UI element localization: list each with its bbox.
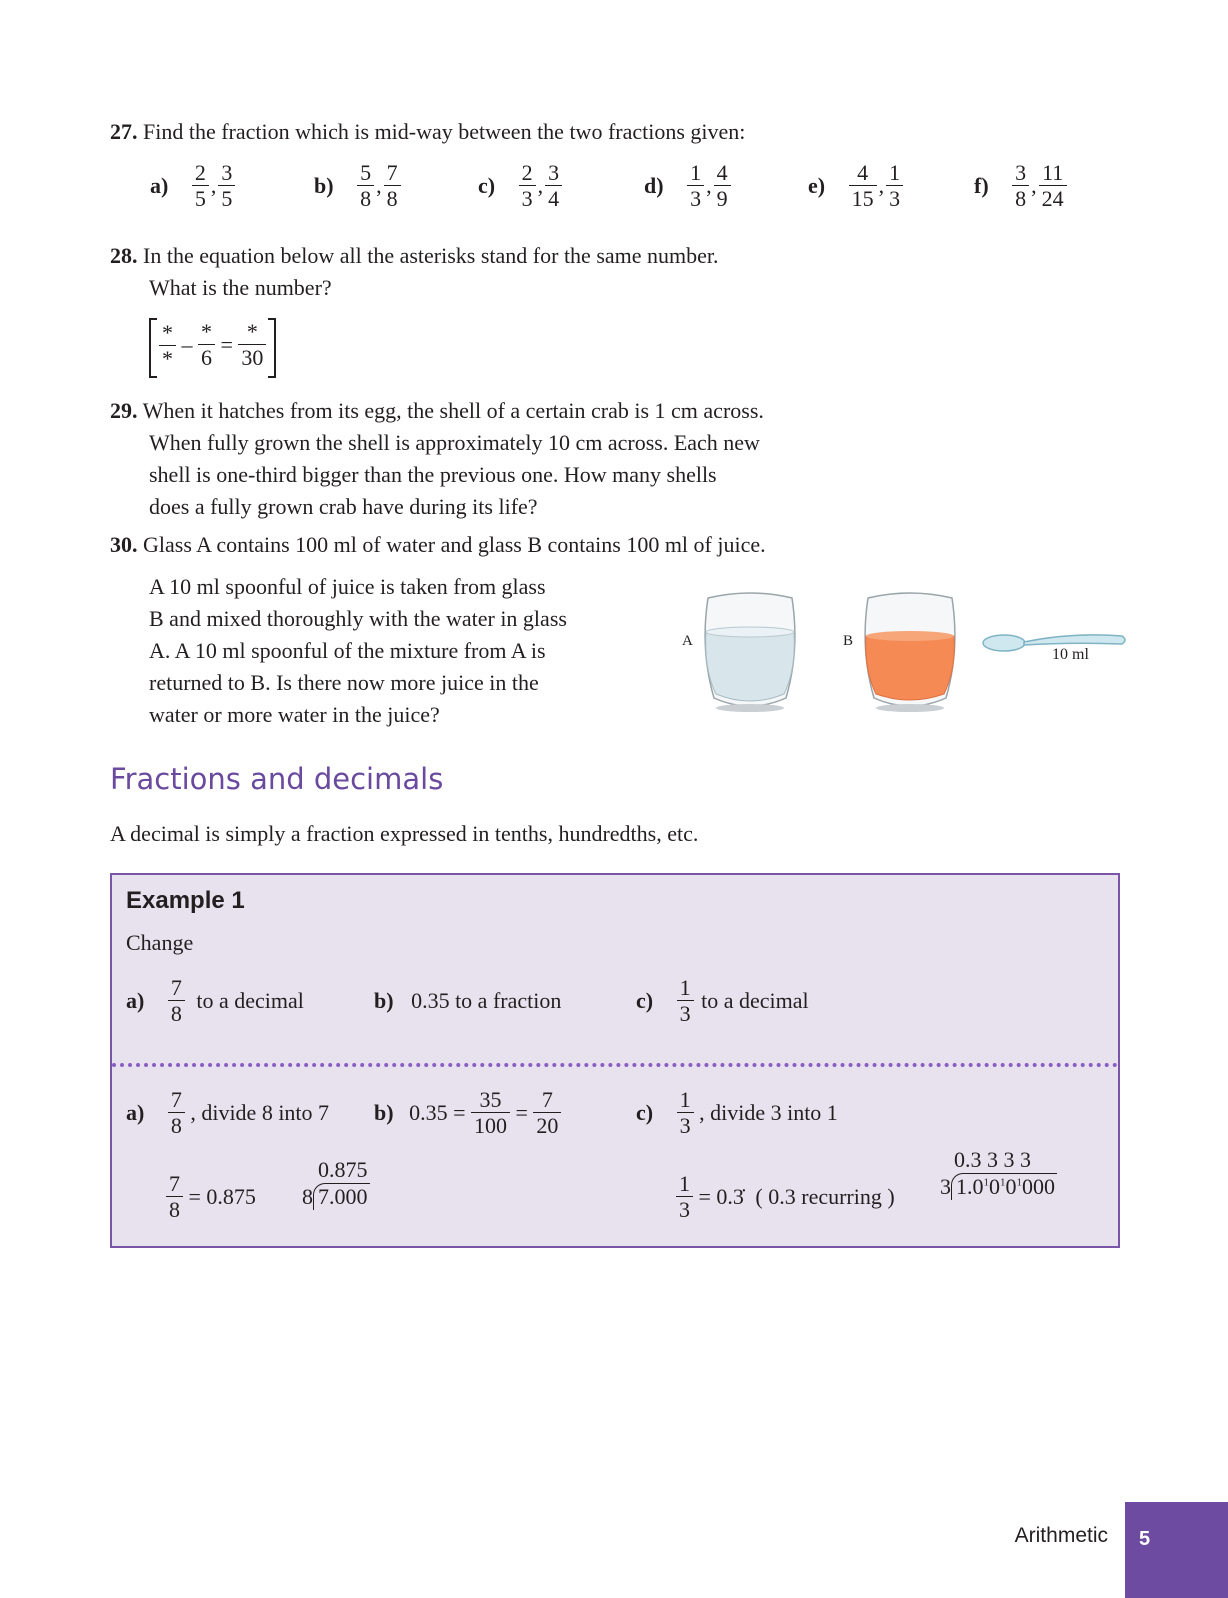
fraction: $\frac{1}{3}$ — [687, 160, 704, 212]
question-number: 30. — [110, 532, 138, 557]
division-body: $1.0^10^10^1000$ — [951, 1173, 1057, 1200]
fraction: $\frac{7}{8}$ — [168, 1087, 185, 1139]
fraction: $\frac{4}{9}$ — [714, 160, 731, 212]
question-30-line: water or more water in the juice? — [149, 702, 440, 727]
question-30-line: A. A 10 ml spoonful of the mixture from A is — [149, 638, 546, 663]
fraction: $\frac{1}{3}$ — [676, 1171, 693, 1223]
fraction: $\frac{5}{8}$ — [357, 160, 374, 212]
question-30-line: B and mixed thoroughly with the water in glass — [149, 606, 567, 631]
long-division-a: 0.875 8 7.000 — [302, 1157, 368, 1209]
dotted-divider — [112, 1063, 1118, 1067]
example-change: Change — [126, 930, 194, 955]
glass-b-label: B — [843, 633, 854, 649]
question-27 — [110, 116, 745, 148]
fraction: $\frac{7}{8}$ — [384, 160, 401, 212]
section-title: Fractions and decimals — [110, 762, 444, 796]
fraction: $\frac{3}{4}$ — [545, 160, 562, 212]
question-number: 28. — [110, 243, 138, 268]
solution-a-result: $\frac{7}{8}$ = 0.875 — [166, 1171, 256, 1223]
fraction: $\frac{7}{8}$ — [168, 975, 185, 1027]
fraction: $\frac{2}{3}$ — [519, 160, 536, 212]
question-text: In the equation below all the asterisks stand for the same number. — [143, 243, 719, 268]
fraction: $\frac{35}{100}$ — [471, 1087, 510, 1139]
part-label: d) — [644, 172, 664, 198]
spoon-label: 10 ml — [1052, 646, 1089, 663]
fraction: $\frac{1}{3}$ — [886, 160, 903, 212]
fraction: $\frac{1}{3}$ — [677, 1087, 694, 1139]
question-30-line: returned to B. Is there now more juice in the — [149, 670, 539, 695]
glass-a-label: A — [682, 633, 693, 649]
example-question-b: b) 0.35 to a fraction — [374, 988, 562, 1013]
q27-part-e: e) $\frac{4}{15}$ , $\frac{1}{3}$ — [808, 160, 903, 212]
fraction: $\frac{*}{30}$ — [238, 319, 266, 371]
part-label: f) — [974, 172, 989, 198]
solution-b: b) 0.35 = $\frac{35}{100}$ = $\frac{7}{20}$ — [374, 1087, 561, 1139]
question-29-line: When fully grown the shell is approximately 10 cm across. Each new — [149, 430, 760, 455]
solution-c-result: $\frac{1}{3}$ = 0.3̇ ( 0.3 recurring ) — [676, 1171, 895, 1223]
q27-part-f: f) $\frac{3}{8}$ , $\frac{11}{24}$ — [974, 160, 1067, 212]
long-division-c: 0.3 3 3 3 3 $1.0^10^10^1000$ — [940, 1147, 1055, 1199]
question-number: 29. — [110, 398, 138, 423]
part-label: a) — [150, 172, 169, 198]
minus-sign: – — [181, 331, 193, 357]
fraction: $\frac{11}{24}$ — [1039, 160, 1067, 212]
section-intro: A decimal is simply a fraction expressed in tenths, hundredths, etc. — [110, 821, 699, 846]
q27-part-b: b) $\frac{5}{8}$ , $\frac{7}{8}$ — [314, 160, 401, 212]
chapter-label: Arithmetic — [1014, 1524, 1108, 1547]
part-label: b) — [314, 172, 334, 198]
example-question-c: c) $\frac{1}{3}$ to a decimal — [636, 975, 809, 1027]
fraction: $\frac{4}{15}$ — [849, 160, 877, 212]
solution-c: c) $\frac{1}{3}$ , divide 3 into 1 — [636, 1087, 838, 1139]
q27-part-d: d) $\frac{1}{3}$ , $\frac{4}{9}$ — [644, 160, 731, 212]
example-title: Example 1 — [126, 887, 245, 914]
example-question-a: a) $\frac{7}{8}$ to a decimal — [126, 975, 304, 1027]
question-28 — [110, 240, 719, 272]
question-29-line: does a fully grown crab have during its life? — [149, 494, 538, 519]
fraction: $\frac{2}{5}$ — [192, 160, 209, 212]
solution-a: a) $\frac{7}{8}$ , divide 8 into 7 — [126, 1087, 330, 1139]
question-text: Find the fraction which is mid-way between the two fractions given: — [143, 119, 746, 144]
question-29 — [110, 395, 764, 427]
part-label: c) — [478, 172, 496, 198]
fraction: $\frac{*}{*}$ — [159, 320, 176, 372]
q27-part-c: c) $\frac{2}{3}$ , $\frac{3}{4}$ — [478, 160, 562, 212]
question-text: Glass A contains 100 ml of water and glass B contains 100 ml of juice. — [143, 532, 766, 557]
part-label: e) — [808, 172, 826, 198]
fraction: $\frac{3}{8}$ — [1012, 160, 1029, 212]
question-text: When it hatches from its egg, the shell of a certain crab is 1 cm across. — [142, 398, 764, 423]
fraction: $\frac{7}{8}$ — [166, 1171, 183, 1223]
page-number: 5 — [1125, 1502, 1228, 1598]
question-number: 27. — [110, 119, 138, 144]
fraction: $\frac{1}{3}$ — [677, 975, 694, 1027]
asterisk-equation — [149, 318, 276, 378]
fraction: $\frac{3}{5}$ — [218, 160, 235, 212]
fraction: $\frac{7}{20}$ — [533, 1087, 561, 1139]
q27-part-a: a) $\frac{2}{5}$ , $\frac{3}{5}$ — [150, 160, 235, 212]
equals-sign: = — [220, 331, 233, 357]
question-30-line: A 10 ml spoonful of juice is taken from glass — [149, 574, 546, 599]
question-30 — [110, 529, 766, 561]
fraction: $\frac{*}{6}$ — [198, 319, 215, 371]
glass-b-icon — [860, 590, 960, 720]
question-29-line: shell is one-third bigger than the previous one. How many shells — [149, 462, 717, 487]
question-28-line2: What is the number? — [149, 275, 332, 300]
example-box — [110, 873, 1120, 1248]
glass-a-icon — [700, 590, 800, 720]
